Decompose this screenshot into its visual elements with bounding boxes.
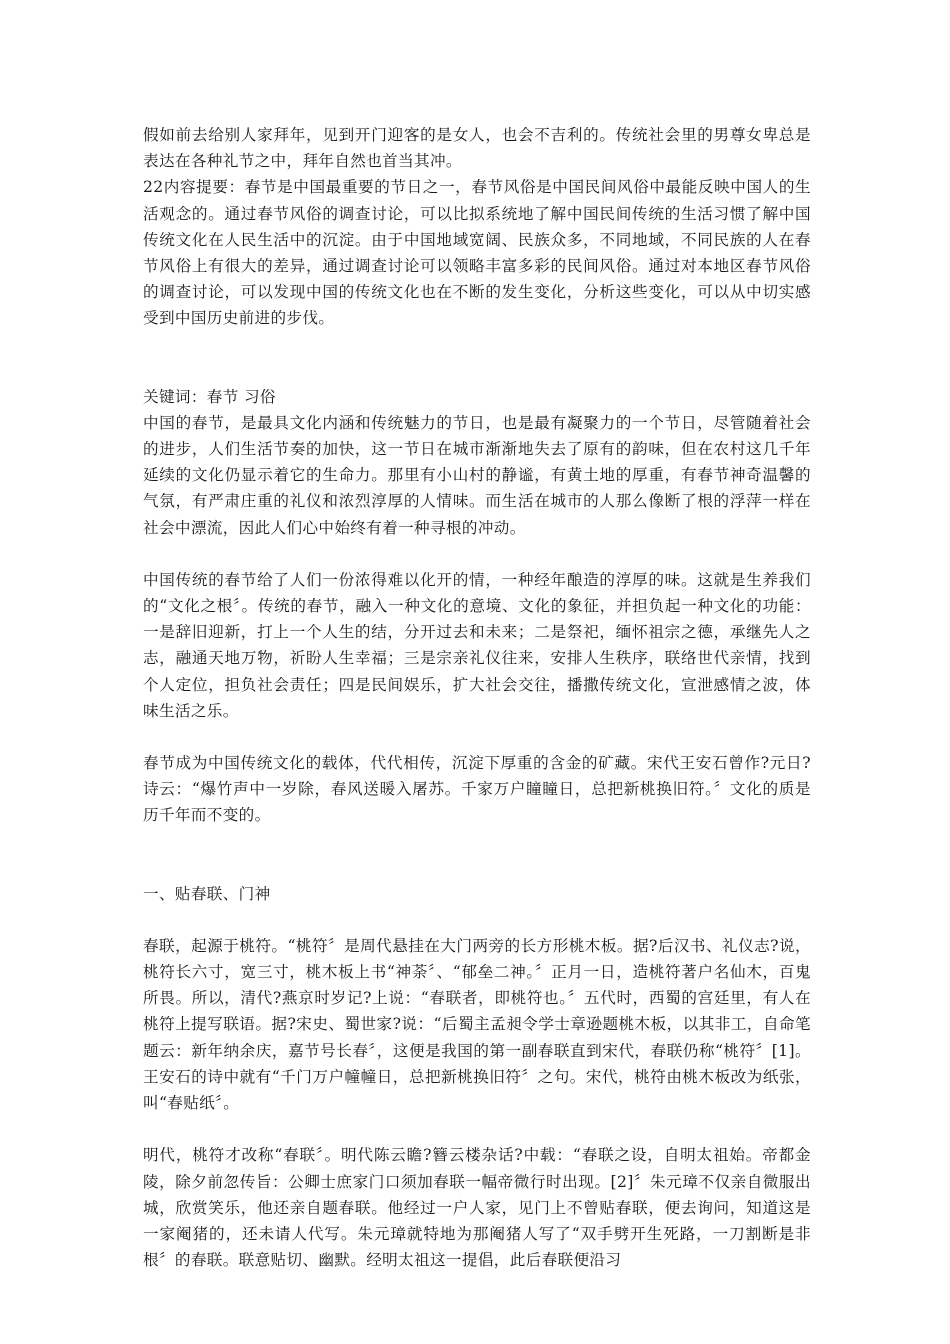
spacer [143,332,811,384]
spacer [143,541,811,567]
paragraph-couplet-origin: 春联，起源于桃符。“桃符〞是周代悬挂在大门两旁的长方形桃木板。据?后汉书、礼仪志?说，桃符长六寸，宽三寸，桃木板上书“神荼〞、“郁垒二神。〞正月一日，造桃符著户名仙木，百鬼所畏。所以，清代?燕京时岁记?上说：“春联者，即桃符也。〞五代时，西蜀的宫廷里，有人在桃符上提写联语。据?宋史、蜀世家?说：“后蜀主孟昶令学士章逊题桃木板，以其非工，自命笔题云：新年纳余庆，嘉节号长春〞，这便是我国的第一副春联直到宋代，春联仍称“桃符〞[1]。王安石的诗中就有“千门万户幢幢日，总把新桃换旧符〞之句。宋代，桃符由桃木板改为纸张，叫“春贴纸〞。 [143,936,811,1113]
spacer [143,724,811,750]
keywords-line: 关键词：春节 习俗 [143,387,276,406]
paragraph-greeting-custom: 假如前去给别人家拜年，见到开门迎客的是女人，也会不吉利的。传统社会里的男尊女卑总是表达在各种礼节之中，拜年自然也首当其冲。 [143,126,811,171]
spacer [143,829,811,881]
spacer [143,907,811,933]
paragraph-intro: 中国的春节，是最具文化内涵和传统魅力的节日，也是最有凝聚力的一个节日，尽管随着社会的进步，人们生活节奏的加快，这一节日在城市渐渐地失去了原有的韵味，但在农村这几千年延续的文化仍显示着它的生命力。那里有小山村的静谧，有黄土地的厚重，有春节神奇温馨的气氛，有严肃庄重的礼仪和浓烈淳厚的人情味。而生活在城市的人那么像断了根的浮萍一样在社会中漂流，因此人们心中始终有着一种寻根的冲动。 [143,413,811,537]
spacer [143,1116,811,1142]
paragraph-abstract: 22内容提要：春节是中国最重要的节日之一，春节风俗是中国民间风俗中最能反映中国人的生活观念的。通过春节风俗的调查讨论，可以比拟系统地了解中国民间传统的生活习惯了解中国传统文化在人民生活中的沉淀。由于中国地域宽阔、民族众多，不同地域，不同民族的人在春节风俗上有很大的差异，通过调查讨论可以领略丰富多彩的民间风俗。通过对本地区春节风俗的调查讨论，可以发现中国的传统文化也在不断的发生变化，分析这些变化，可以从中切实感受到中国历史前进的步伐。 [143,178,811,328]
document-page [143,122,811,1273]
section-heading: 一、贴春联、门神 [143,884,271,903]
paragraph-ming-dynasty: 明代，桃符才改称“春联〞。明代陈云瞻?簪云楼杂话?中载：“春联之设，自明太祖始。帝都金陵，除夕前忽传旨：公卿士庶家门口须加春联一幅帝微行时出现。[2]〞朱元璋不仅亲自微服出城，欣赏笑乐，他还亲自题春联。他经过一户人家，见门上不曾贴春联，便去询问，知道这是一家阉猪的，还未请人代写。朱元璋就特地为那阉猪人写了“双手劈开生死路，一刀割断是非根〞的春联。联意贴切、幽默。经明太祖这一提倡，此后春联便沿习 [143,1146,811,1270]
paragraph-culture-carrier: 春节成为中国传统文化的载体，代代相传，沉淀下厚重的含金的矿藏。宋代王安石曾作?元日?诗云：“爆竹声中一岁除，春风送暖入屠苏。千家万户瞳瞳日，总把新桃换旧符。〞文化的质是历千年而不变的。 [143,754,811,825]
paragraph-culture-root: 中国传统的春节给了人们一份浓得难以化开的情，一种经年酿造的淳厚的味。这就是生养我们的“文化之根〞。传统的春节，融入一种文化的意境、文化的象征，并担负起一种文化的功能：一是辞旧迎新，打上一个人生的结，分开过去和未来；二是祭祀，缅怀祖宗之德，承继先人之志，融通天地万物，祈盼人生幸福；三是宗亲礼仪往来，安排人生秩序，联络世代亲情，找到个人定位，担负社会责任；四是民间娱乐，扩大社会交往，播撒传统文化，宣泄感情之波，体味生活之乐。 [143,570,811,720]
